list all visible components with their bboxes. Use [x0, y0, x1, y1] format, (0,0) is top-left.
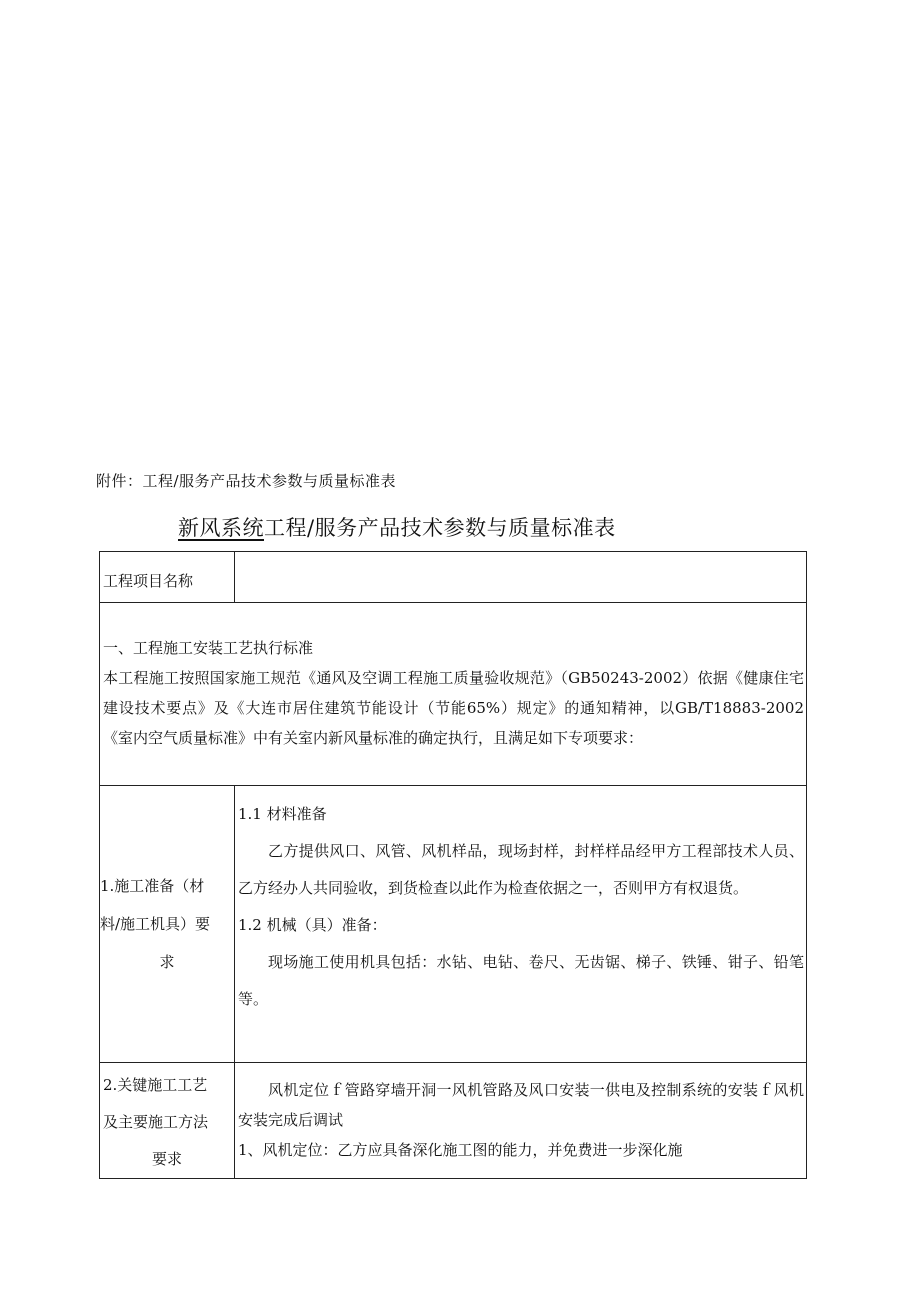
machinery-body: 现场施工使用机具包括：水钻、电钻、卷尺、无齿锯、梯子、铁锤、钳子、铅笔等。 — [238, 953, 804, 1008]
process-flow: 风机定位ｆ管路穿墙开洞一风机管路及风口安装一供电及控制系统的安装ｆ风机安装完成后调试 — [238, 1081, 804, 1129]
section1-cell — [100, 603, 807, 786]
materials-body: 乙方提供风口、风管、风机样品，现场封样，封样样品经甲方工程部技术人员、乙方经办人共同验收，到货检查以此作为检查依据之一，否则甲方有权退货。 — [238, 842, 804, 897]
prep-label-cell — [100, 786, 235, 1063]
prep-content-cell — [235, 786, 807, 1063]
prep-label-line3: 求 — [159, 953, 175, 971]
document-title — [178, 512, 616, 542]
prep-row — [100, 786, 807, 1063]
project-name-value — [235, 552, 806, 570]
prep-label-line1: 1.施工准备（材 — [100, 877, 205, 895]
process-item1: 1、风机定位：乙方应具备深化施工图的能力，并免费进一步深化施 — [238, 1141, 683, 1159]
process-label-line1: 2.关键施工工艺 — [103, 1076, 208, 1094]
title-underlined-part: 新风系统 — [178, 516, 264, 540]
attachment-line: 附件：工程/服务产品技术参数与质量标准表 — [96, 472, 397, 490]
process-label-line3: 要求 — [151, 1150, 182, 1168]
process-row — [100, 1063, 807, 1179]
title-rest: 工程/服务产品技术参数与质量标准表 — [264, 516, 616, 540]
project-name-label: 工程项目名称 — [103, 572, 194, 590]
section1-heading: 一、工程施工安装工艺执行标准 — [103, 639, 314, 657]
section1-body: 本工程施工按照国家施工规范《通风及空调工程施工质量验收规范》（GB50243-2002）依据《健康住宅建设技术要点》及《大连市居住建筑节能设计（节能65%）规定》的通知精神，以GB/T18883-2002《室内空气质量标准》中有关室内新风量标准的确定执行，且满足如下专项要求： — [103, 669, 804, 747]
process-label-line2: 及主要施工方法 — [103, 1113, 209, 1131]
process-content-cell — [235, 1063, 807, 1179]
section1-row — [100, 603, 807, 786]
project-name-value-cell — [235, 552, 807, 603]
process-label-cell — [100, 1063, 235, 1179]
materials-title: 1.1 材料准备 — [238, 805, 327, 823]
project-name-row — [100, 552, 807, 603]
prep-label-line2: 料/施工机具）要 — [100, 915, 211, 933]
machinery-title: 1.2 机械（具）准备： — [238, 916, 387, 934]
standards-table — [99, 551, 807, 1179]
project-name-label-cell — [100, 552, 235, 603]
